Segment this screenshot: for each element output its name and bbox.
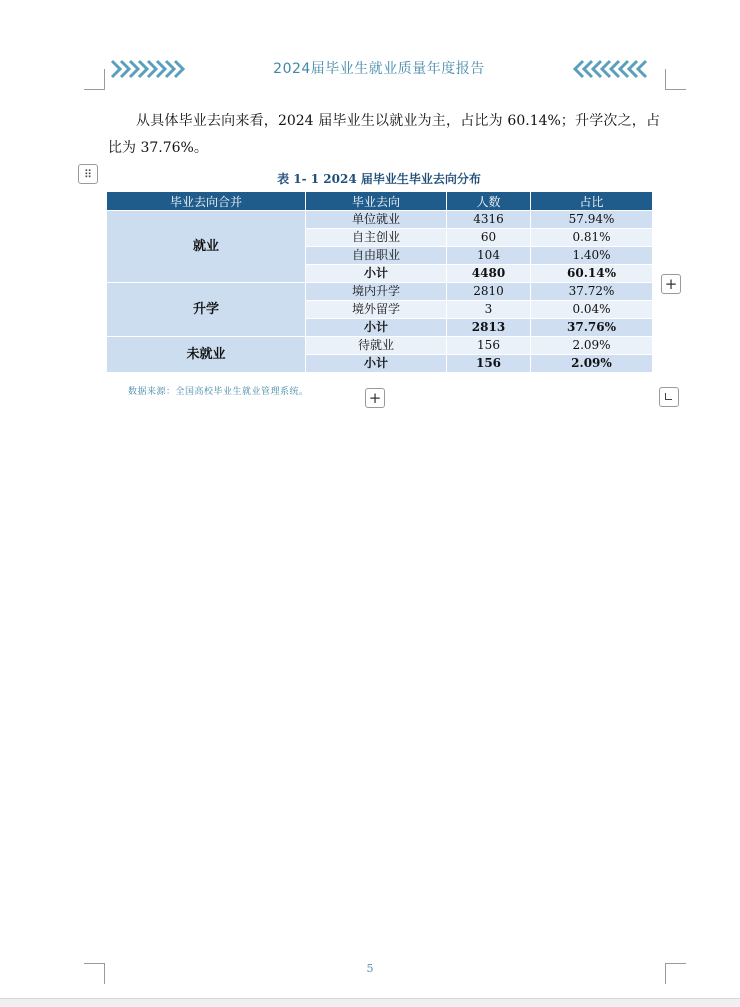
group-cell: 升学 — [107, 283, 306, 337]
table-row — [107, 283, 653, 301]
table-cell: 小计 — [306, 265, 447, 283]
table-cell: 0.81% — [531, 229, 653, 247]
table-cell: 自主创业 — [306, 229, 447, 247]
column-header: 毕业去向合并 — [107, 192, 306, 211]
page-number: 5 — [366, 962, 374, 975]
table-cell: 37.72% — [531, 283, 653, 301]
group-cell: 未就业 — [107, 337, 306, 373]
column-header: 毕业去向 — [306, 192, 447, 211]
plus-icon: + — [664, 274, 678, 293]
add-column-button[interactable] — [661, 274, 681, 294]
chevrons-left-icon — [570, 58, 648, 80]
table-cell: 156 — [447, 355, 531, 373]
table-cell: 0.04% — [531, 301, 653, 319]
add-row-button[interactable] — [365, 388, 385, 408]
table-cell: 2.09% — [531, 337, 653, 355]
column-header: 占比 — [531, 192, 653, 211]
table-cell: 境内升学 — [306, 283, 447, 301]
table-cell: 60 — [447, 229, 531, 247]
column-header: 人数 — [447, 192, 531, 211]
table-cell: 单位就业 — [306, 211, 447, 229]
table-cell: 自由职业 — [306, 247, 447, 265]
table-caption: 表 1- 1 2024 届毕业生毕业去向分布 — [277, 172, 481, 186]
table-header-row — [107, 192, 653, 211]
table-cell: 156 — [447, 337, 531, 355]
destination-table — [106, 191, 653, 373]
data-source-note: 数据来源：全国高校毕业生就业管理系统。 — [128, 387, 309, 397]
resize-corner-icon[interactable] — [659, 387, 679, 407]
crop-mark-top-left — [84, 69, 105, 90]
table-cell: 小计 — [306, 319, 447, 337]
table-cell: 1.40% — [531, 247, 653, 265]
table-cell: 2810 — [447, 283, 531, 301]
page-header — [110, 54, 648, 84]
plus-icon: + — [368, 388, 382, 407]
table-cell: 4480 — [447, 265, 531, 283]
table-cell: 37.76% — [531, 319, 653, 337]
table-cell: 小计 — [306, 355, 447, 373]
table-cell: 104 — [447, 247, 531, 265]
body-paragraph: 从具体毕业去向来看，2024 届毕业生以就业为主，占比为 60.14%；升学次之，占比为 37.76%。 — [108, 113, 660, 156]
table-row — [107, 211, 653, 229]
table-row — [107, 337, 653, 355]
table-cell: 2.09% — [531, 355, 653, 373]
table-cell: 4316 — [447, 211, 531, 229]
group-cell: 就业 — [107, 211, 306, 283]
table-cell: 境外留学 — [306, 301, 447, 319]
table-cell: 2813 — [447, 319, 531, 337]
header-title: 2024届毕业生就业质量年度报告 — [273, 61, 485, 77]
table-cell: 60.14% — [531, 265, 653, 283]
crop-mark-top-right — [665, 69, 686, 90]
move-handle-icon[interactable]: ⠿ — [78, 164, 98, 184]
table-cell: 3 — [447, 301, 531, 319]
table-cell: 57.94% — [531, 211, 653, 229]
table-cell: 待就业 — [306, 337, 447, 355]
